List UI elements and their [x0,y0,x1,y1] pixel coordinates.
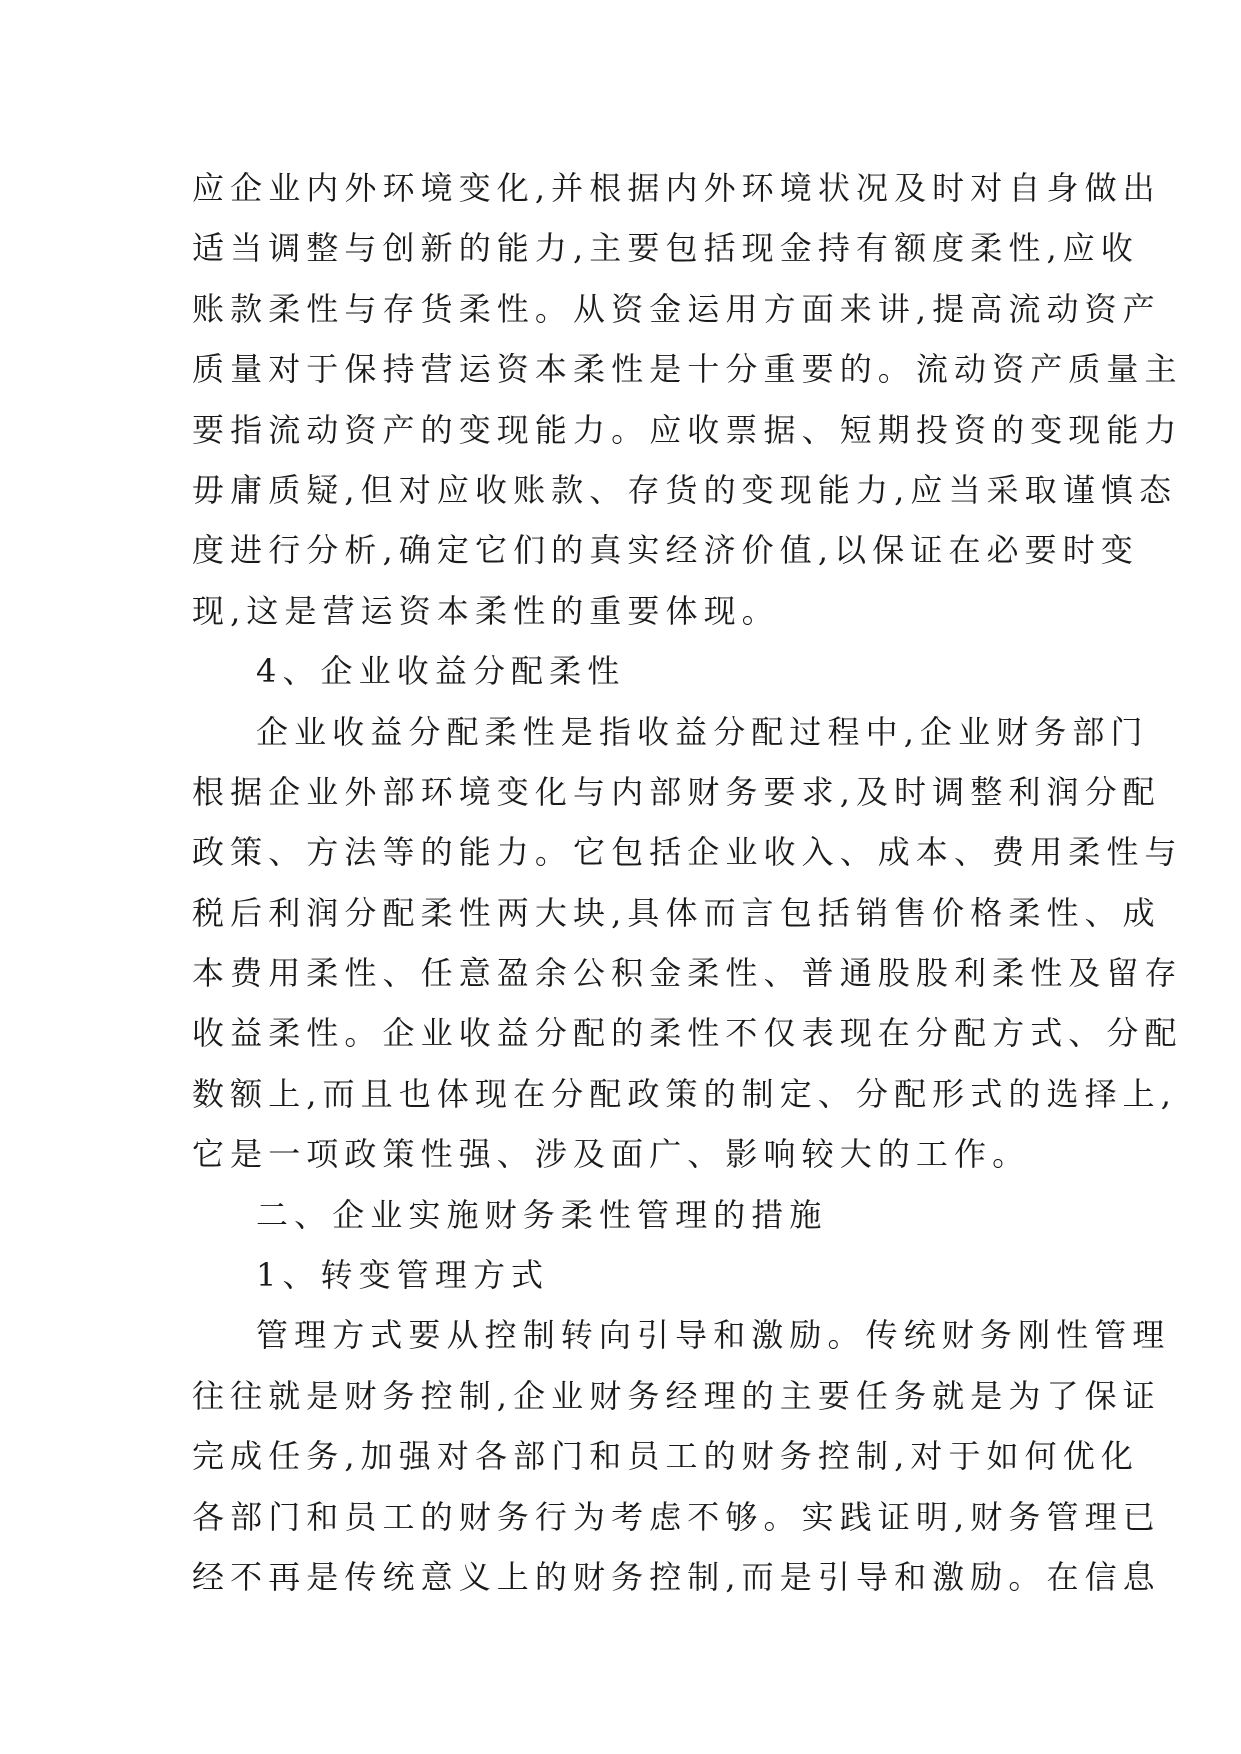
text-line: 适当调整与创新的能力,主要包括现金持有额度柔性,应收 [192,229,1139,268]
text-line: 往往就是财务控制,企业财务经理的主要任务就是为了保证 [192,1376,1161,1415]
text-line: 账款柔性与存货柔性。从资金运用方面来讲,提高流动资产 [192,289,1161,328]
paragraph-start: 管理方式要从控制转向引导和激励。传统财务刚性管理 [256,1316,1171,1355]
text-line: 根据企业外部环境变化与内部财务要求,及时调整利润分配 [192,772,1161,811]
text-line: 税后利润分配柔性两大块,具体而言包括销售价格柔性、成 [192,893,1161,932]
text-line: 收益柔性。企业收益分配的柔性不仅表现在分配方式、分配 [192,1014,1183,1053]
text-line: 数额上,而且也体现在分配政策的制定、分配形式的选择上, [192,1074,1178,1113]
text-line: 它是一项政策性强、涉及面广、影响较大的工作。 [192,1135,1031,1174]
body-text [192,158,1183,1607]
text-line: 应企业内外环境变化,并根据内外环境状况及时对自身做出 [192,169,1161,207]
section-heading: 4、企业收益分配柔性 [256,652,626,691]
paragraph-start: 企业收益分配柔性是指收益分配过程中,企业财务部门 [256,712,1149,751]
text-line: 毋庸质疑,但对应收账款、存货的变现能力,应当采取谨慎态 [192,470,1178,509]
text-line: 本费用柔性、任意盈余公积金柔性、普通股股利柔性及留存 [192,954,1183,993]
text-line: 度进行分析,确定它们的真实经济价值,以保证在必要时变 [192,531,1139,570]
text-line: 完成任务,加强对各部门和员工的财务控制,对于如何优化 [192,1437,1139,1476]
text-line: 政策、方法等的能力。它包括企业收入、成本、费用柔性与 [192,833,1183,872]
text-line: 各部门和员工的财务行为考虑不够。实践证明,财务管理已 [192,1497,1161,1536]
section-heading: 二、企业实施财务柔性管理的措施 [256,1195,828,1234]
text-line: 现,这是营运资本柔性的重要体现。 [192,591,780,630]
text-line: 要指流动资产的变现能力。应收票据、短期投资的变现能力 [192,410,1183,449]
text-line: 质量对于保持营运资本柔性是十分重要的。流动资产质量主 [192,350,1183,389]
text-line: 经不再是传统意义上的财务控制,而是引导和激励。在信息 [192,1557,1161,1596]
subsection-heading: 1、转变管理方式 [256,1256,550,1295]
